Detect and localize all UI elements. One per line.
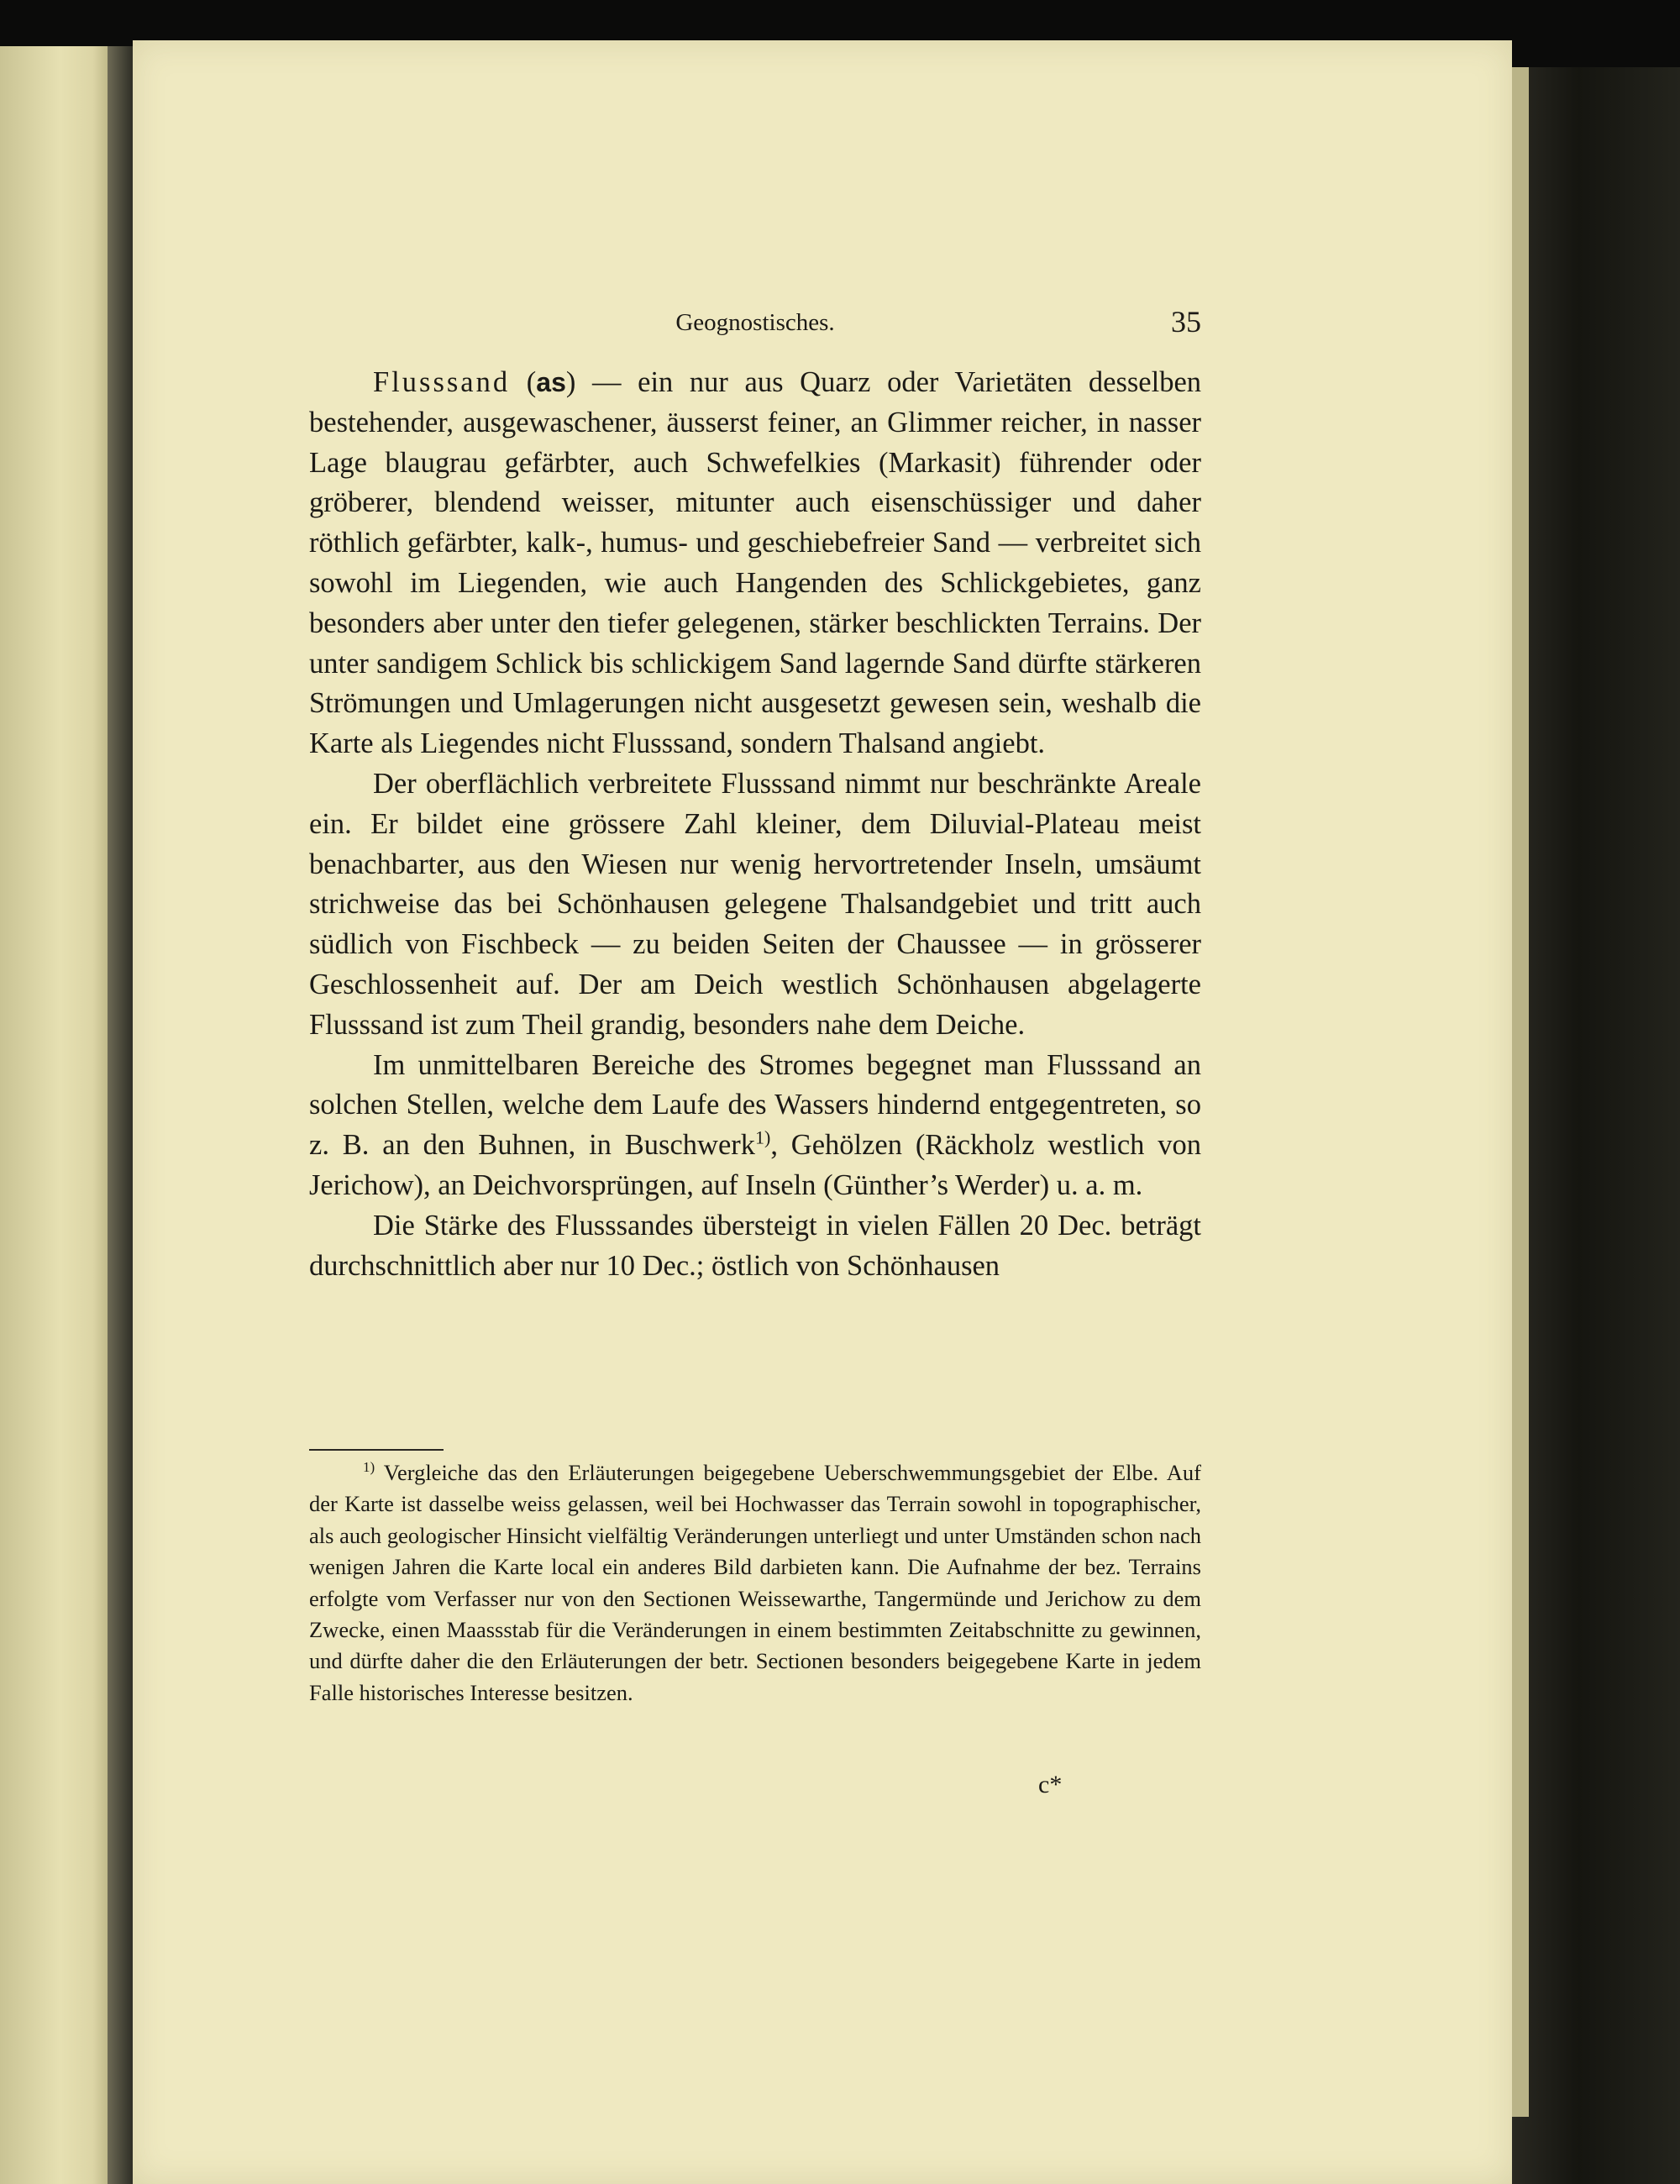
running-title: Geognostisches.: [675, 309, 835, 336]
paragraph-4: Die Stärke des Flusssandes übersteigt in vielen Fällen 20 Dec. beträgt durchschnittlich aber nur 10 Dec.; östlich von Schönhausen: [309, 1209, 1201, 1282]
paragraph-3: [309, 1046, 1201, 1206]
paragraph-1-text: — ein nur aus Quarz oder Varietäten desselben bestehender, ausgewaschener, äusserst feiner, an Glimmer reicher, in nasser Lage blaugrau gefärbter, auch Schwefelkies (Markasit) führender oder gröberer, blendend weisser, mitunter auch eisenschüssiger und daher röthlich gefärbter, kalk-, humus- und geschiebefreier Sand — verbreitet sich sowohl im Liegenden, wie auch Hangenden des Schlickgebietes, ganz besonders aber unter den tiefer gelegenen, stärker beschlickten Terrains. Der unter sandigem Schlick bis schlickigem Sand lagernde Sand dürfte stärkeren Strömungen und Umlagerungen nicht ausgesetzt gewesen sein, weshalb die Karte als Liegendes nicht Flusssand, sondern Thalsand angiebt.: [309, 366, 1202, 760]
book-cover-edge: [1510, 67, 1680, 2184]
running-head: [309, 304, 1201, 346]
page-number: 35: [1171, 305, 1201, 339]
footnote-marker-wrap: [363, 1460, 375, 1485]
facing-page-edge: [0, 46, 109, 2184]
paragraph-2: Der oberflächlich verbreitete Flusssand nimmt nur beschränkte Areale ein. Er bildet eine grössere Zahl kleiner, dem Diluvial-Plateau meist benachbarter, aus den Wiesen nur wenig hervortretender Inseln, umsäumt strichweise das bei Schönhausen gelegene Thalsandgebiet und tritt auch südlich von Fischbeck — zu beiden Seiten der Chaussee — in grösserer Geschlossenheit auf. Der am Deich westlich Schönhausen abgelagerte Flusssand ist zum Theil grandig, besonders nahe dem Deiche.: [309, 767, 1201, 1041]
footnote-text: Vergleiche das den Erläuterungen beigegebene Ueberschwemmungsgebiet der Elbe. Auf der Karte ist dasselbe weiss gelassen, weil bei Hochwasser das Terrain sowohl in topographischer, als auch geologischer Hinsicht vielfältig Veränderungen unterliegt und unter Umständen schon nach wenigen Jahren die Karte local ein anderes Bild darbieten kann. Die Aufnahme der bez. Terrains erfolgte vom Verfasser nur von den Sectionen Weissewarthe, Tangermünde und Jerichow zu dem Zwecke, einen Maassstab für die Veränderungen in einem bestimmten Zeitabschnitte zu gewinnen, und dürfte daher die den Erläuterungen der betr. Sectionen besonders beigegebene Karte in jedem Falle historisches Interesse besitzen.: [309, 1460, 1201, 1705]
body-text: [309, 363, 1201, 1286]
footnote: [309, 1457, 1201, 1709]
paragraph-1: [309, 363, 1201, 764]
footnote-rule: [309, 1449, 444, 1451]
footnote-reference: 1): [755, 1126, 771, 1148]
paragraph-3-text-b: , Gehölzen (Räckholz westlich von Jerichow), an Deichvorsprüngen, auf Inseln (Günther’s Werder) u. a. m.: [309, 1129, 1201, 1201]
signature-mark: c*: [1038, 1771, 1063, 1798]
paragraph-3-text-a: Im unmittelbaren Bereiche des Stromes begegnet man Flusssand an solchen Stellen, welche dem Laufe des Wassers hindernd entgegentreten, so z. B. an den Buhnen, in Buschwerk: [309, 1048, 1201, 1162]
defined-term: Flusssand: [373, 366, 511, 398]
symbol-close: ): [565, 366, 576, 398]
symbol-open: (: [510, 366, 537, 398]
page-stack-edge: [1512, 67, 1529, 2117]
map-symbol: as: [536, 367, 566, 397]
footnote-marker: 1): [363, 1459, 375, 1476]
footnote-paragraph: [309, 1457, 1201, 1709]
